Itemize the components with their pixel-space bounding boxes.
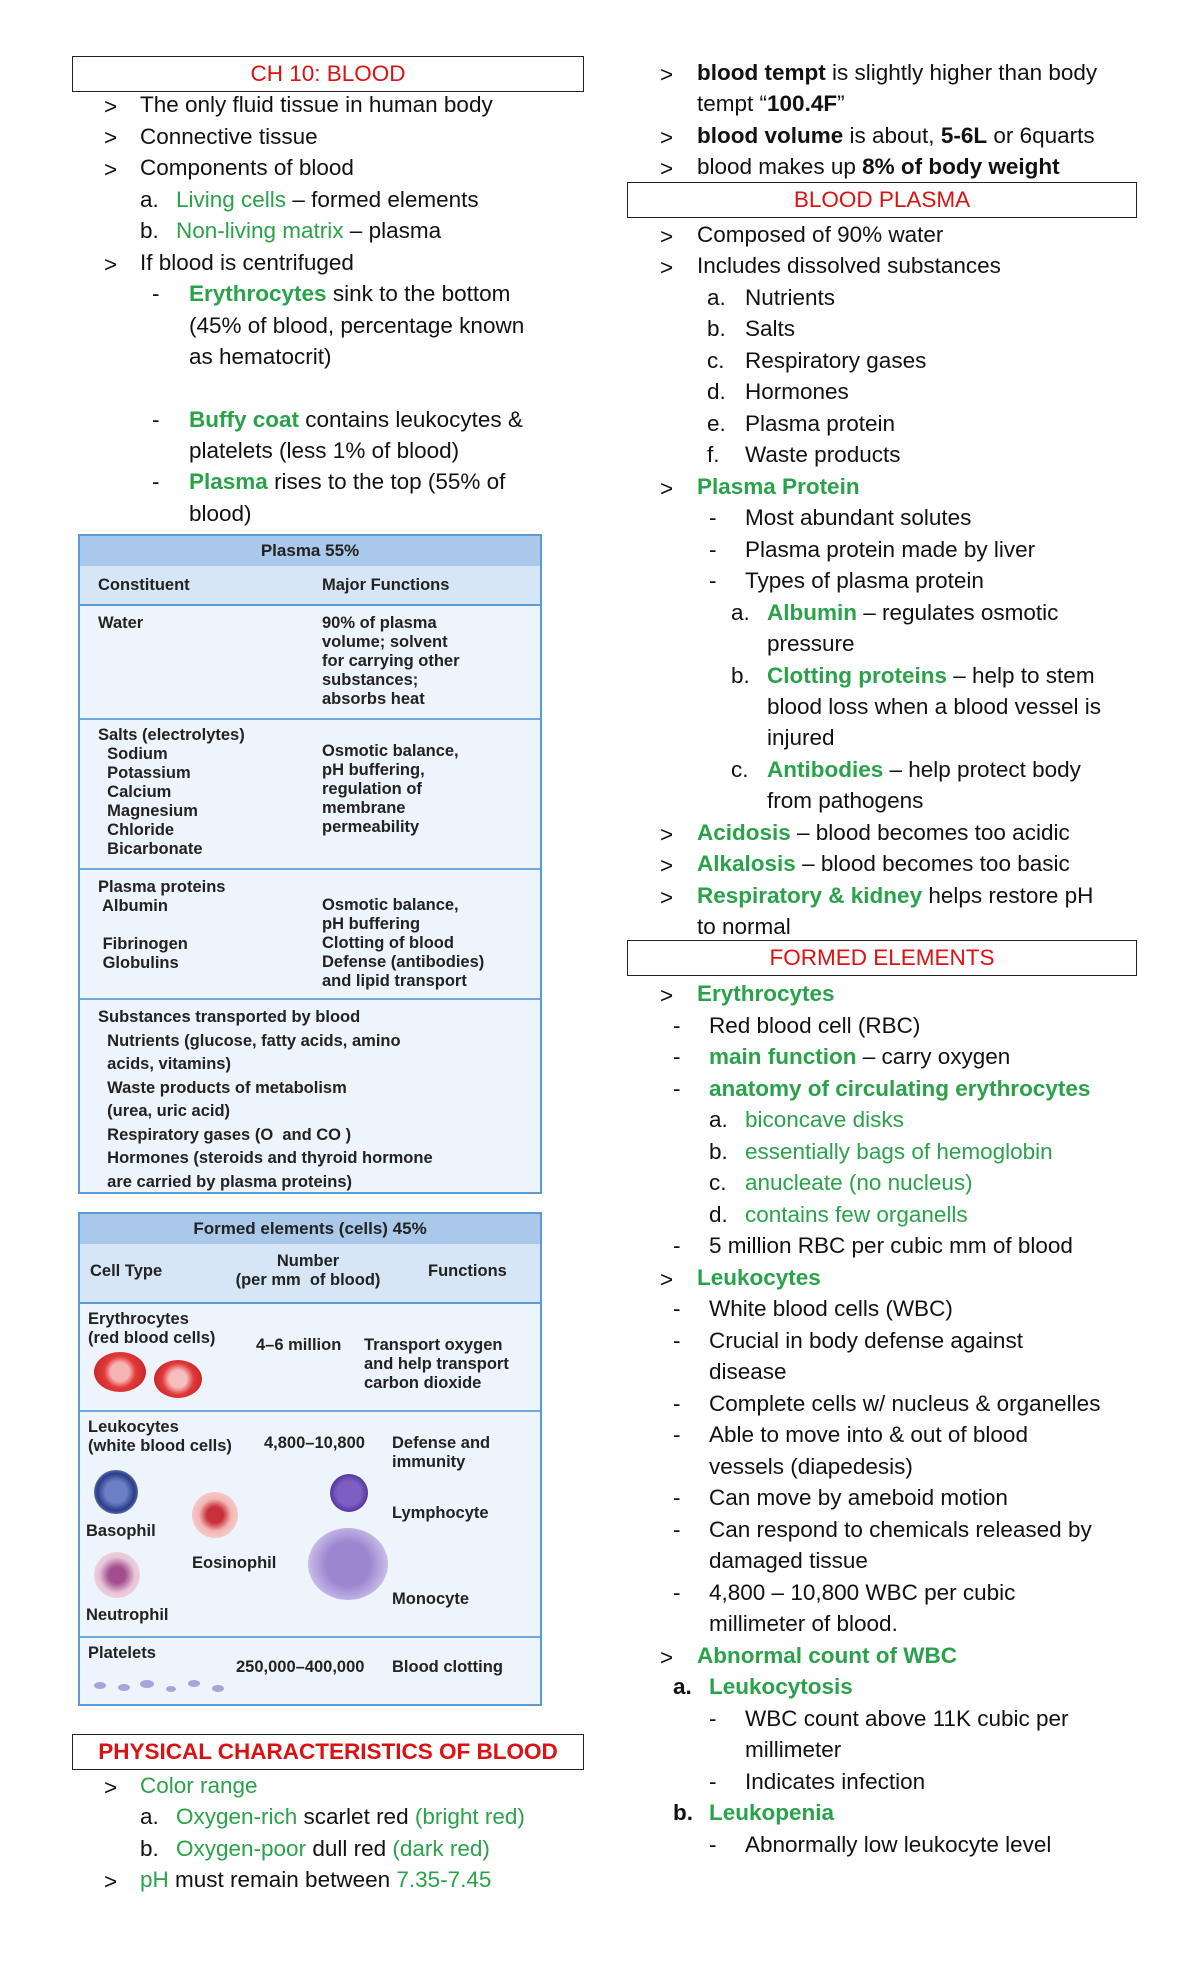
pp-type: Albumin – regulates osmotic [767,600,1059,625]
cell-number: 250,000–400,000 [236,1658,365,1676]
leuko-item: Can respond to chemicals released by [709,1517,1092,1542]
list-marker: a. [673,1674,692,1699]
bullet-arrow: > [104,1775,118,1800]
plasma-item: Includes dissolved substances [697,253,1001,278]
bullet-arrow: > [104,94,118,119]
pp-type-line: blood loss when a blood vessel is [767,694,1101,719]
dash-marker: - [152,407,160,432]
pp-type: Clotting proteins – help to stem [767,663,1095,688]
centrifuge-line: blood) [189,501,252,526]
column-header: Cell Type [90,1262,163,1280]
formed-elements-figure [78,1212,542,1706]
bullet-arrow: > [660,822,674,847]
acid-item: Alkalosis – blood becomes too basic [697,851,1070,876]
fact-item: blood tempt is slightly higher than body [697,60,1098,85]
ph-item: pH must remain between 7.35-7.45 [140,1867,492,1892]
centrifuge-line: as hematocrit) [189,344,332,369]
dash-marker: - [709,1832,717,1857]
list-marker: d. [709,1202,728,1227]
list-marker: c. [731,757,749,782]
cell-number: 4–6 million [256,1336,342,1354]
leuko-item: 4,800 – 10,800 WBC per cubic [709,1580,1016,1605]
bullet-arrow: > [660,224,674,249]
bullet-arrow: > [660,156,674,181]
leuko-item-line: disease [709,1359,787,1384]
function-cell: Osmotic balance, pH buffering, regulation of membrane permeability [322,742,459,836]
table-row-platelets [80,1638,540,1706]
red-blood-cell-image [154,1360,202,1398]
cell-type: Erythrocytes (red blood cells) [88,1310,216,1347]
dissolved-item: Plasma protein [745,411,896,436]
ery-item: Red blood cell (RBC) [709,1013,921,1038]
formed-elements-title: FORMED ELEMENTS [627,940,1137,976]
leuko-item: White blood cells (WBC) [709,1296,953,1321]
anatomy-item: anucleate (no nucleus) [745,1170,973,1195]
leukocyte-label: Eosinophil [192,1554,277,1572]
dash-marker: - [673,1233,681,1258]
bullet-arrow: > [660,853,674,878]
intro-item: The only fluid tissue in human body [140,92,493,117]
eosinophil-image [192,1492,238,1538]
pp-item: Most abundant solutes [745,505,972,530]
list-marker: c. [709,1170,727,1195]
abn-item: WBC count above 11K cubic per [745,1706,1069,1731]
list-marker: e. [707,411,726,436]
formed-table-header [80,1244,540,1304]
fact-item: blood volume is about, 5-6L or 6quarts [697,123,1095,148]
leukocytosis-heading: Leukocytosis [709,1674,853,1699]
cell-function: Transport oxygen and help transport carbon dioxide [364,1336,509,1392]
dash-marker: - [673,1485,681,1510]
list-marker: c. [707,348,725,373]
cell-number: 4,800–10,800 [264,1434,365,1452]
anatomy-item: biconcave disks [745,1107,904,1132]
list-marker: d. [707,379,726,404]
intro-item: Components of blood [140,155,354,180]
centrifuge-intro: If blood is centrifuged [140,250,354,275]
dash-marker: - [709,1706,717,1731]
chapter-title: CH 10: BLOOD [72,56,584,92]
acid-item: Respiratory & kidney helps restore pH [697,883,1094,908]
bullet-arrow: > [660,255,674,280]
dissolved-item: Respiratory gases [745,348,927,373]
constituent-cell: Water [98,614,144,632]
dash-marker: - [673,1580,681,1605]
physical-characteristics-title: PHYSICAL CHARACTERISTICS OF BLOOD [72,1734,584,1770]
dash-marker: - [673,1076,681,1101]
column-header: Major Functions [322,576,450,594]
list-marker: a. [709,1107,728,1132]
basophil-image [94,1470,138,1514]
bullet-arrow: > [660,1645,674,1670]
platelets-image [94,1676,234,1696]
list-marker: a. [731,600,750,625]
dash-marker: - [673,1013,681,1038]
color-item: Oxygen-poor dull red (dark red) [176,1836,490,1861]
list-marker: f. [707,442,720,467]
blood-plasma-title: BLOOD PLASMA [627,182,1137,218]
dash-marker: - [709,568,717,593]
table-row-leukocytes [80,1412,540,1638]
centrifuge-item: Erythrocytes sink to the bottom [189,281,511,306]
cell-type: Platelets [88,1644,156,1662]
ery-item: main function – carry oxygen [709,1044,1011,1069]
component-item: Living cells – formed elements [176,187,479,212]
leukocyte-label: Monocyte [392,1590,470,1608]
bullet-arrow: > [660,476,674,501]
function-cell: Osmotic balance, pH buffering Clotting of blood Defense (antibodies) and lipid transport [322,896,485,990]
plasma-table-header [80,566,540,606]
ery-item: 5 million RBC per cubic mm of blood [709,1233,1073,1258]
leukocyte-label: Basophil [86,1522,156,1540]
centrifuge-item: Plasma rises to the top (55% of [189,469,506,494]
centrifuge-line: (45% of blood, percentage known [189,313,525,338]
color-item: Oxygen-rich scarlet red (bright red) [176,1804,525,1829]
leuko-item-line: vessels (diapedesis) [709,1454,913,1479]
transported-cell: Substances transported by blood Nutrients (glucose, fatty acids, amino acids, vitamins) Waste products of metabolism (urea, uric acid) Respiratory gases (O and CO ) Hormones (steroids and thyroid hormone are carried by plasma proteins) [98,1008,433,1191]
dissolved-item: Nutrients [745,285,836,310]
bullet-arrow: > [660,62,674,87]
constituent-cell: Plasma proteins Albumin Fibrinogen Globulins [98,878,226,972]
component-item: Non-living matrix – plasma [176,218,442,243]
lymphocyte-image [330,1474,368,1512]
centrifuge-item: Buffy coat contains leukocytes & [189,407,523,432]
abn-item-line: millimeter [745,1737,842,1762]
leuko-item: Can move by ameboid motion [709,1485,1008,1510]
neutrophil-image [94,1552,140,1598]
anatomy-item: contains few organells [745,1202,968,1227]
function-cell: 90% of plasma volume; solvent for carrying other substances; absorbs heat [322,614,460,708]
bullet-arrow: > [660,983,674,1008]
abn-item: Abnormally low leukocyte level [745,1832,1052,1857]
leuko-item: Crucial in body defense against [709,1328,1023,1353]
column-header: Constituent [98,576,190,594]
anatomy-item: essentially bags of hemoglobin [745,1139,1053,1164]
bullet-arrow: > [104,157,118,182]
table-row [80,870,540,1000]
dash-marker: - [152,469,160,494]
dash-marker: - [709,1769,717,1794]
dash-marker: - [709,505,717,530]
component-marker: b. [140,218,159,243]
dash-marker: - [673,1044,681,1069]
leukocyte-label: Neutrophil [86,1606,169,1624]
list-marker: b. [673,1800,693,1825]
constituent-cell: Salts (electrolytes) Sodium Potassium Calcium Magnesium Chloride Bicarbonate [98,726,245,858]
abn-item: Indicates infection [745,1769,926,1794]
color-range: Color range [140,1773,258,1798]
monocyte-image [308,1528,388,1600]
list-marker: a. [707,285,726,310]
column-header: Number (per mm of blood) [235,1252,381,1289]
color-marker: a. [140,1804,159,1829]
pp-item: Types of plasma protein [745,568,984,593]
dash-marker: - [673,1391,681,1416]
pp-type-line: from pathogens [767,788,924,813]
list-marker: b. [707,316,726,341]
table-row-erythrocytes [80,1304,540,1412]
leuko-item: Able to move into & out of blood [709,1422,1028,1447]
intro-item: Connective tissue [140,124,318,149]
plasma-protein-heading: Plasma Protein [697,474,860,499]
bullet-arrow: > [660,125,674,150]
cell-function: Defense and immunity [392,1434,491,1471]
plasma-table-figure [78,534,542,1194]
fact-item: blood makes up 8% of body weight [697,154,1060,179]
plasma-table-caption: Plasma 55% [80,536,540,566]
bullet-arrow: > [660,1267,674,1292]
cell-function: Blood clotting [392,1658,503,1676]
ery-anatomy: anatomy of circulating erythrocytes [709,1076,1091,1101]
leuko-item: Complete cells w/ nucleus & organelles [709,1391,1101,1416]
acid-line: to normal [697,914,791,939]
dissolved-item: Hormones [745,379,849,404]
pp-item: Plasma protein made by liver [745,537,1036,562]
table-row [80,606,540,720]
centrifuge-line: platelets (less 1% of blood) [189,438,460,463]
dash-marker: - [673,1422,681,1447]
bullet-arrow: > [104,125,118,150]
dash-marker: - [152,281,160,306]
pp-type: Antibodies – help protect body [767,757,1081,782]
pp-type-line: injured [767,725,835,750]
dissolved-item: Salts [745,316,796,341]
dash-marker: - [709,537,717,562]
dash-marker: - [673,1517,681,1542]
leukocytes-heading: Leukocytes [697,1265,821,1290]
pp-type-line: pressure [767,631,855,656]
bullet-arrow: > [104,252,118,277]
table-row [80,720,540,870]
erythrocytes-heading: Erythrocytes [697,981,835,1006]
leukopenia-heading: Leukopenia [709,1800,835,1825]
bullet-arrow: > [104,1869,118,1894]
bullet-arrow: > [660,885,674,910]
acid-item: Acidosis – blood becomes too acidic [697,820,1070,845]
list-marker: b. [731,663,750,688]
list-marker: b. [709,1139,728,1164]
component-marker: a. [140,187,159,212]
abnormal-heading: Abnormal count of WBC [697,1643,957,1668]
dash-marker: - [673,1296,681,1321]
color-marker: b. [140,1836,159,1861]
column-header: Functions [428,1262,507,1280]
table-row [80,1000,540,1190]
cell-type: Leukocytes (white blood cells) [88,1418,232,1455]
fact-item: tempt “100.4F” [697,91,845,116]
red-blood-cell-image [94,1352,146,1392]
plasma-item: Composed of 90% water [697,222,944,247]
leuko-item-line: millimeter of blood. [709,1611,898,1636]
dissolved-item: Waste products [745,442,901,467]
leuko-item-line: damaged tissue [709,1548,868,1573]
formed-table-caption: Formed elements (cells) 45% [80,1214,540,1244]
dash-marker: - [673,1328,681,1353]
leukocyte-label: Lymphocyte [392,1504,489,1522]
